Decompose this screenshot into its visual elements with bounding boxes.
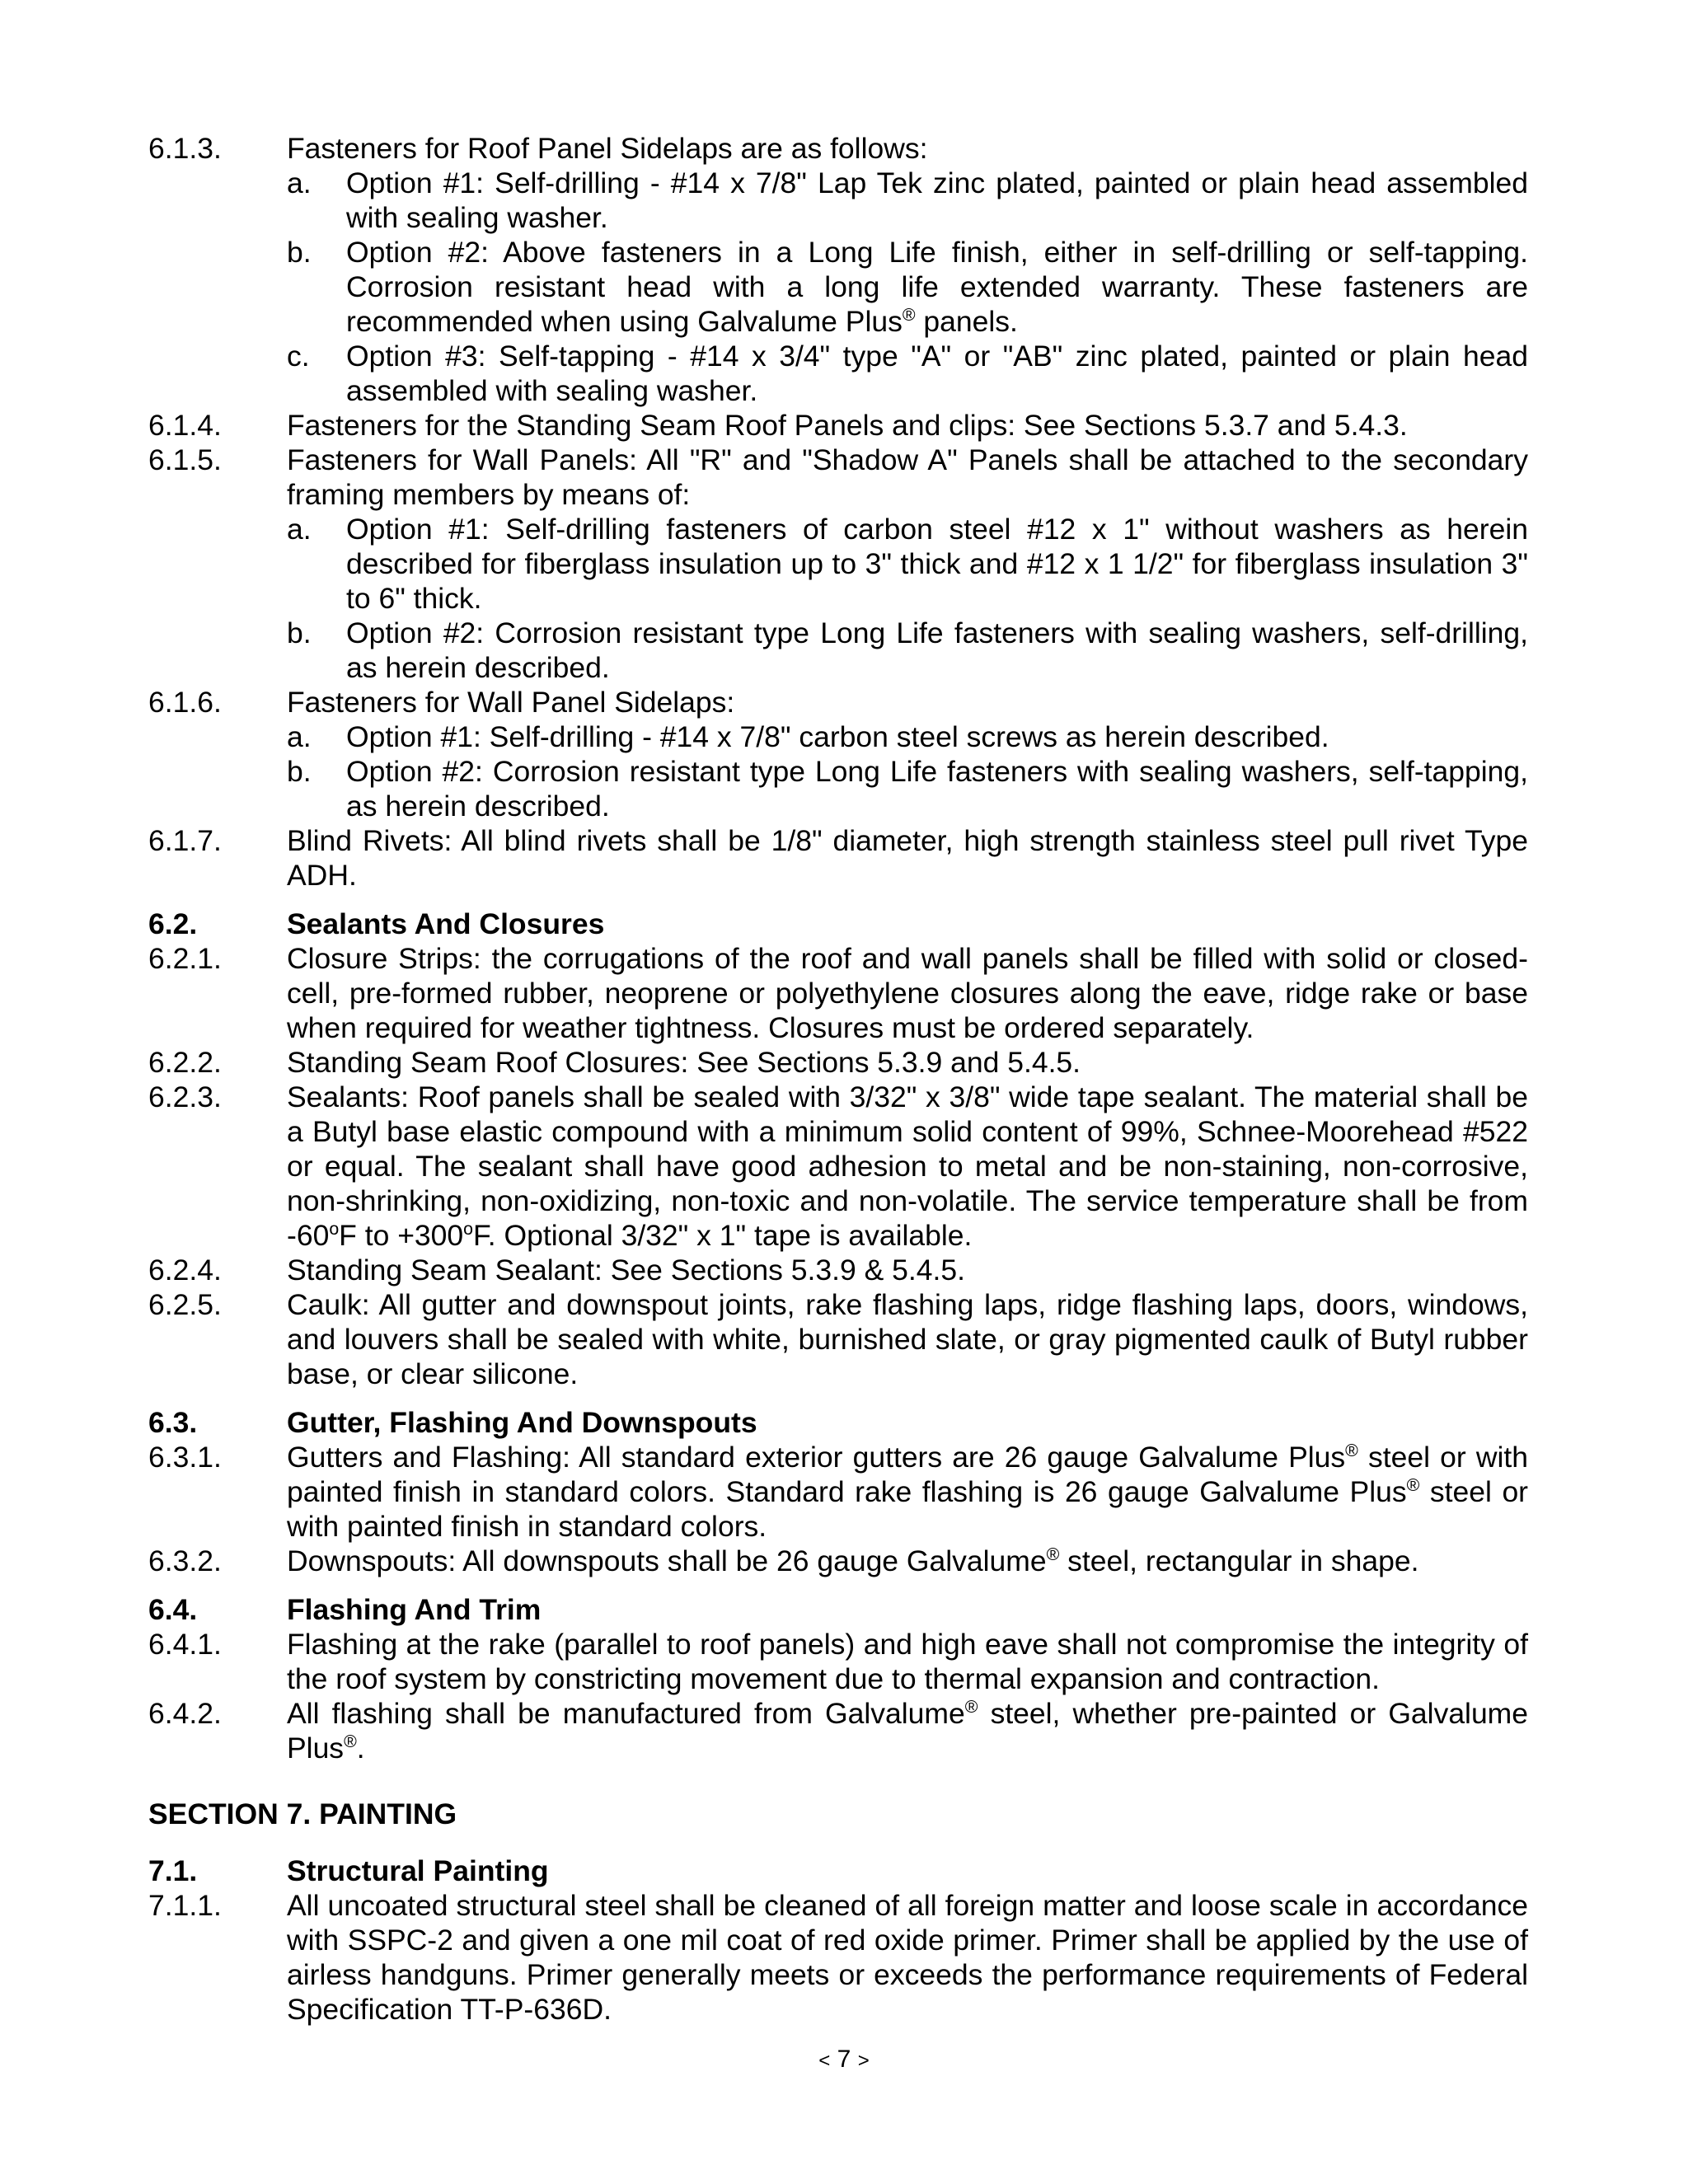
registered-mark: ® [902, 305, 916, 326]
text-part: steel or with painted finish in standard colors. Standard rake flashing is 26 gauge Galvalume Plus [287, 1441, 1528, 1508]
subitem-letter: a. [287, 720, 312, 753]
clause-number: 6.1.5. [148, 443, 222, 476]
clause-6-1-6 [148, 685, 1528, 719]
clause-number: 6.2.5. [148, 1288, 222, 1321]
clause-6-2-5 [148, 1287, 1528, 1391]
text-part: F. Optional 3/32" x 1" tape is available. [473, 1219, 973, 1252]
clause-number: 6.2.4. [148, 1254, 222, 1286]
subitem-letter: a. [287, 513, 312, 546]
heading-text: Gutter, Flashing And Downspouts [287, 1406, 757, 1439]
clause-6-2-3 [148, 1080, 1528, 1253]
clause-text: Standing Seam Sealant: See Sections 5.3.9 & 5.4.5. [287, 1254, 965, 1286]
clause-text: Fasteners for Roof Panel Sidelaps are as follows: [287, 132, 928, 165]
heading-6-3 [148, 1405, 1528, 1440]
text-part: F to +300 [339, 1219, 464, 1252]
clause-text: All uncoated structural steel shall be cleaned of all foreign matter and loose scale in accordance with SSPC-2 and given a one mil coat of red oxide primer. Primer shall be applied by the use of airless handguns. Primer generally meets or exceeds the performance requirements of Federal Specification TT-P-636D. [287, 1889, 1528, 2026]
text-part: Option #2: Above fasteners in a Long Life finish, either in self-drilling or self-tapping. Corrosion resistant head with a long life extended warranty. These fasteners are recommended when using Galvalume Plus [346, 236, 1528, 338]
text-part: Sealants: Roof panels shall be sealed with 3/32" x 3/8" wide tape sealant. The material shall be a Butyl base elastic compound with a minimum solid content of 99%, Schnee-Moorehead #522 or equal. The sealant shall have good adhesion to metal and be non-staining, non-corrosive, non-shrinking, non-oxidizing, non-toxic and non-volatile. The service temperature shall be from -60 [287, 1080, 1528, 1252]
heading-7-1 [148, 1854, 1528, 1888]
subitem-letter: b. [287, 755, 312, 788]
clause-number: 6.3.1. [148, 1441, 222, 1474]
clause-text: Standing Seam Roof Closures: See Sections 5.3.9 and 5.4.5. [287, 1046, 1081, 1079]
clause-text: Flashing at the rake (parallel to roof panels) and high eave shall not compromise the integrity of the roof system by constricting movement due to thermal expansion and contraction. [287, 1628, 1528, 1695]
clause-text [287, 1544, 1528, 1578]
right-arrow-icon: > [857, 2050, 870, 2072]
clause-text: Fasteners for the Standing Seam Roof Panels and clips: See Sections 5.3.7 and 5.4.3. [287, 409, 1408, 442]
registered-mark: ® [344, 1732, 357, 1752]
clause-6-2-2 [148, 1045, 1528, 1080]
clause-text: Caulk: All gutter and downspout joints, rake flashing laps, ridge flashing laps, doors, windows, and louvers shall be sealed with white, burnished slate, or gray pigmented caulk of Butyl rubber base, or clear silicone. [287, 1288, 1528, 1390]
subitem-text: Option #3: Self-tapping - #14 x 3/4" type "A" or "AB" zinc plated, painted or plain head assembled with sealing washer. [346, 340, 1528, 407]
clause-6-1-5 [148, 443, 1528, 512]
clause-number: 6.2.3. [148, 1080, 222, 1113]
subitem-6-1-5-b [287, 616, 1528, 685]
subitem-text: Option #2: Corrosion resistant type Long Life fasteners with sealing washers, self-tapping, as herein described. [346, 755, 1528, 823]
page-number: 7 [837, 2046, 851, 2073]
clause-6-4-1 [148, 1627, 1528, 1696]
subitem-letter: b. [287, 616, 312, 649]
clause-number: 7.1.1. [148, 1889, 222, 1922]
subitem-text: Option #2: Corrosion resistant type Long Life fasteners with sealing washers, self-drilling, as herein described. [346, 616, 1528, 684]
clause-6-3-1 [148, 1440, 1528, 1544]
degree-mark: o [329, 1219, 340, 1240]
degree-mark: o [463, 1219, 474, 1240]
clause-6-1-3 [148, 131, 1528, 166]
subitem-text: Option #1: Self-drilling - #14 x 7/8" carbon steel screws as herein described. [346, 720, 1329, 753]
heading-text: Flashing And Trim [287, 1593, 542, 1626]
subitem-text: Option #1: Self-drilling - #14 x 7/8" Lap Tek zinc plated, painted or plain head assembled with sealing washer. [346, 166, 1528, 234]
subitem-letter: a. [287, 166, 312, 199]
clause-6-4-2 [148, 1696, 1528, 1765]
text-part: Gutters and Flashing: All standard exterior gutters are 26 gauge Galvalume Plus [287, 1441, 1346, 1474]
text-part: steel or with painted finish in standard colors. [287, 1475, 1529, 1543]
text-part: . [356, 1732, 365, 1765]
registered-mark: ® [964, 1697, 978, 1718]
document-body [148, 131, 1528, 2027]
clause-text: Fasteners for Wall Panels: All "R" and "Shadow A" Panels shall be attached to the secondary framing members by means of: [287, 443, 1528, 511]
heading-number: 6.3. [148, 1406, 198, 1439]
text-part: Downspouts: All downspouts shall be 26 gauge Galvalume [287, 1544, 1047, 1577]
heading-6-2 [148, 907, 1528, 941]
heading-text: Sealants And Closures [287, 907, 605, 940]
clause-6-1-4 [148, 408, 1528, 443]
section-7-title: SECTION 7. PAINTING [148, 1797, 457, 1830]
subitem-6-1-3-b [287, 235, 1528, 339]
heading-number: 6.4. [148, 1593, 198, 1626]
clause-number: 6.1.4. [148, 409, 222, 442]
clause-number: 6.1.6. [148, 686, 222, 719]
subitem-letter: c. [287, 340, 310, 373]
subitem-6-1-6-b [287, 754, 1528, 823]
clause-text [287, 1696, 1528, 1765]
clause-6-1-7 [148, 823, 1528, 893]
registered-mark: ® [1345, 1441, 1358, 1461]
heading-number: 7.1. [148, 1854, 198, 1887]
subitem-text [346, 235, 1528, 339]
subitem-6-1-6-a [287, 719, 1528, 754]
subitem-text: Option #1: Self-drilling fasteners of carbon steel #12 x 1" without washers as herein described for fiberglass insulation up to 3" thick and #12 x 1 1/2" for fiberglass insulation 3" to 6" thick. [346, 513, 1528, 615]
text-part: steel, whether pre-painted or Galvalume Plus [287, 1697, 1529, 1765]
clause-6-2-4 [148, 1253, 1528, 1287]
clause-text [287, 1440, 1528, 1544]
clause-number: 6.2.1. [148, 942, 222, 975]
heading-text: Structural Painting [287, 1854, 549, 1887]
text-part: All flashing shall be manufactured from Galvalume [287, 1697, 965, 1730]
clause-number: 6.3.2. [148, 1544, 222, 1577]
clause-text [287, 1080, 1528, 1253]
clause-number: 6.4.2. [148, 1697, 222, 1730]
clause-6-3-2 [148, 1544, 1528, 1578]
clause-number: 6.4.1. [148, 1628, 222, 1661]
subitem-6-1-3-c [287, 339, 1528, 408]
left-arrow-icon: < [818, 2050, 831, 2072]
clause-number: 6.1.7. [148, 824, 222, 857]
text-part: panels. [915, 305, 1018, 338]
clause-text: Closure Strips: the corrugations of the roof and wall panels shall be filled with solid or closed-cell, pre-formed rubber, neoprene or polyethylene closures along the eave, ridge rake or base when required for weather tightness. Closures must be ordered separately. [287, 942, 1528, 1044]
heading-6-4 [148, 1592, 1528, 1627]
clause-text: Fasteners for Wall Panel Sidelaps: [287, 686, 735, 719]
clause-text: Blind Rivets: All blind rivets shall be 1/8" diameter, high strength stainless steel pull rivet Type ADH. [287, 824, 1528, 892]
clause-number: 6.1.3. [148, 132, 222, 165]
text-part: steel, rectangular in shape. [1059, 1544, 1419, 1577]
registered-mark: ® [1406, 1475, 1420, 1496]
clause-7-1-1 [148, 1888, 1528, 2027]
page-footer [0, 2046, 1688, 2075]
subitem-6-1-5-a [287, 512, 1528, 616]
registered-mark: ® [1046, 1544, 1060, 1565]
clause-6-2-1 [148, 941, 1528, 1045]
subitem-6-1-3-a [287, 166, 1528, 235]
clause-number: 6.2.2. [148, 1046, 222, 1079]
heading-number: 6.2. [148, 907, 198, 940]
subitem-letter: b. [287, 236, 312, 269]
